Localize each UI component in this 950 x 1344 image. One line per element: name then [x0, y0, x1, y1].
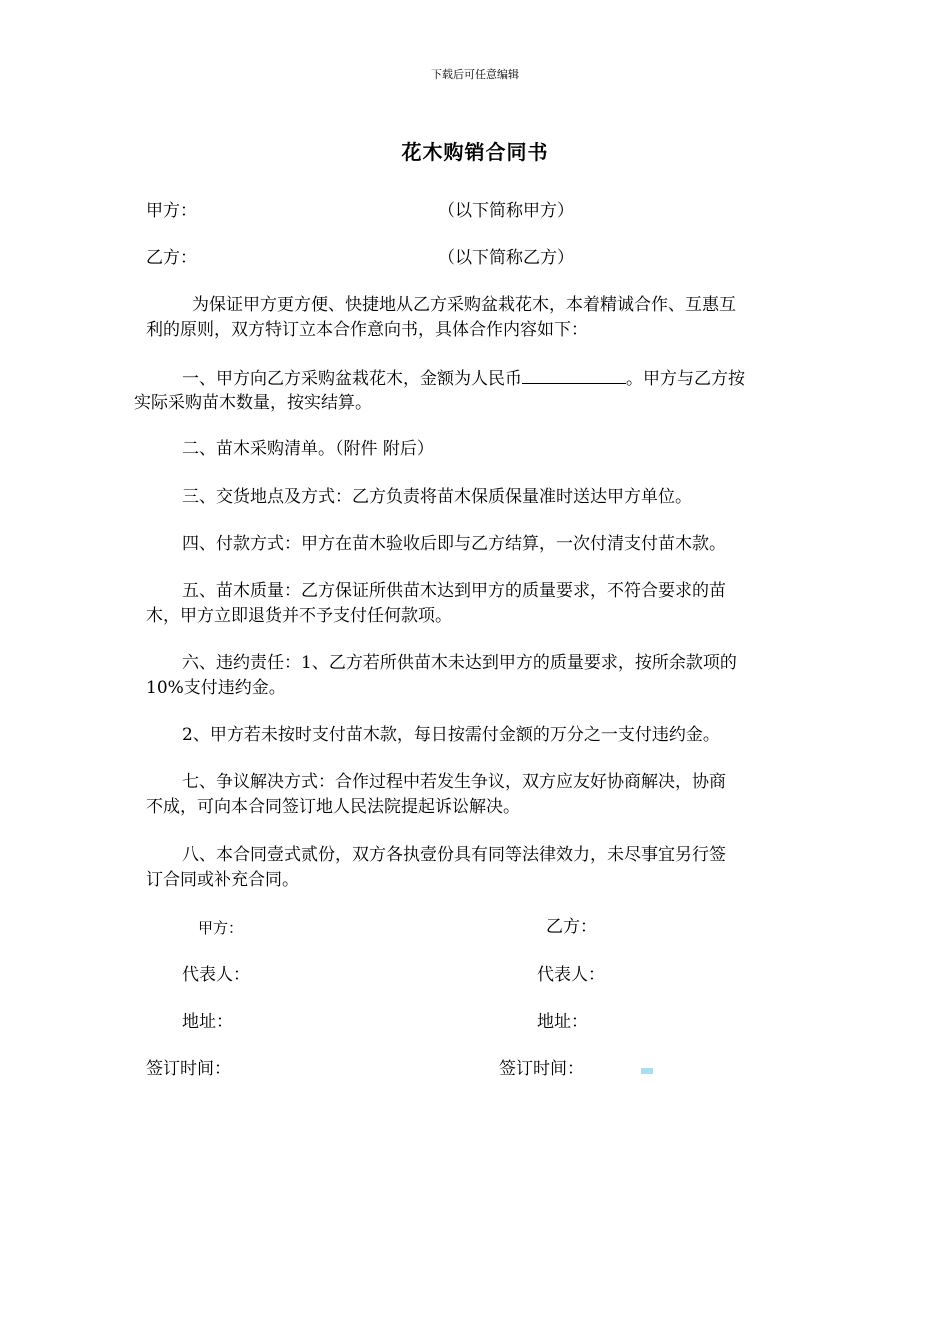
sign-date-a: 签订时间： — [146, 1059, 231, 1079]
clause-8-line-1: 八、本合同壹式贰份，双方各执壹份具有同等法律效力，未尽事宜另行签 — [182, 845, 726, 865]
sign-party-b: 乙方： — [546, 917, 597, 937]
clause-3: 三、交货地点及方式：乙方负责将苗木保质保量准时送达甲方单位。 — [182, 487, 692, 507]
sign-rep-a: 代表人： — [182, 965, 250, 985]
party-b-label: 乙方： — [146, 248, 197, 268]
clause-1-line-1 — [182, 365, 745, 392]
clause-7-line-1: 七、争议解决方式：合作过程中若发生争议，双方应友好协商解决，协商 — [182, 772, 726, 792]
cursor-marker — [641, 1068, 653, 1074]
document-title: 花木购销合同书 — [401, 140, 549, 164]
clause-6-line-2: 10%支付违约金。 — [146, 678, 286, 698]
clause-5-line-2: 木，甲方立即退货并不予支付任何款项。 — [146, 606, 452, 626]
sign-address-a: 地址： — [182, 1012, 233, 1032]
header-note: 下载后可任意编辑 — [431, 68, 519, 81]
clause-5-line-1: 五、苗木质量：乙方保证所供苗木达到甲方的质量要求，不符合要求的苗 — [182, 581, 726, 601]
sign-address-b: 地址： — [537, 1012, 588, 1032]
intro-line-2: 利的原则，双方特订立本合作意向书，具体合作内容如下： — [146, 320, 588, 340]
clause-6-line-1: 六、违约责任：1、乙方若所供苗木未达到甲方的质量要求，按所余款项的 — [182, 653, 737, 673]
party-b-note: （以下简称乙方） — [438, 248, 574, 268]
sign-rep-b: 代表人： — [537, 965, 605, 985]
party-a-label: 甲方： — [146, 201, 197, 221]
clause-4: 四、付款方式：甲方在苗木验收后即与乙方结算，一次付清支付苗木款。 — [182, 534, 726, 554]
sign-date-b: 签订时间： — [499, 1059, 584, 1079]
clause-7-line-2: 不成，可向本合同签订地人民法院提起诉讼解决。 — [146, 797, 520, 817]
sign-party-a: 甲方： — [198, 919, 244, 937]
clause-6-item-2: 2、甲方若未按时支付苗木款，每日按需付金额的万分之一支付违约金。 — [182, 725, 720, 745]
clause-1-text-a: 一、甲方向乙方采购盆栽花木，金额为人民币 — [182, 369, 522, 389]
clause-8-line-2: 订合同或补充合同。 — [146, 870, 299, 890]
clause-1-line-2: 实际采购苗木数量，按实结算。 — [134, 393, 372, 413]
amount-blank[interactable] — [522, 365, 626, 384]
clause-2: 二、苗木采购清单。（附件 附后） — [182, 439, 434, 459]
party-a-note: （以下简称甲方） — [438, 201, 574, 221]
intro-line-1: 为保证甲方更方便、快捷地从乙方采购盆栽花木，本着精诚合作、互惠互 — [192, 295, 736, 315]
clause-1-text-b: 。甲方与乙方按 — [626, 369, 745, 389]
